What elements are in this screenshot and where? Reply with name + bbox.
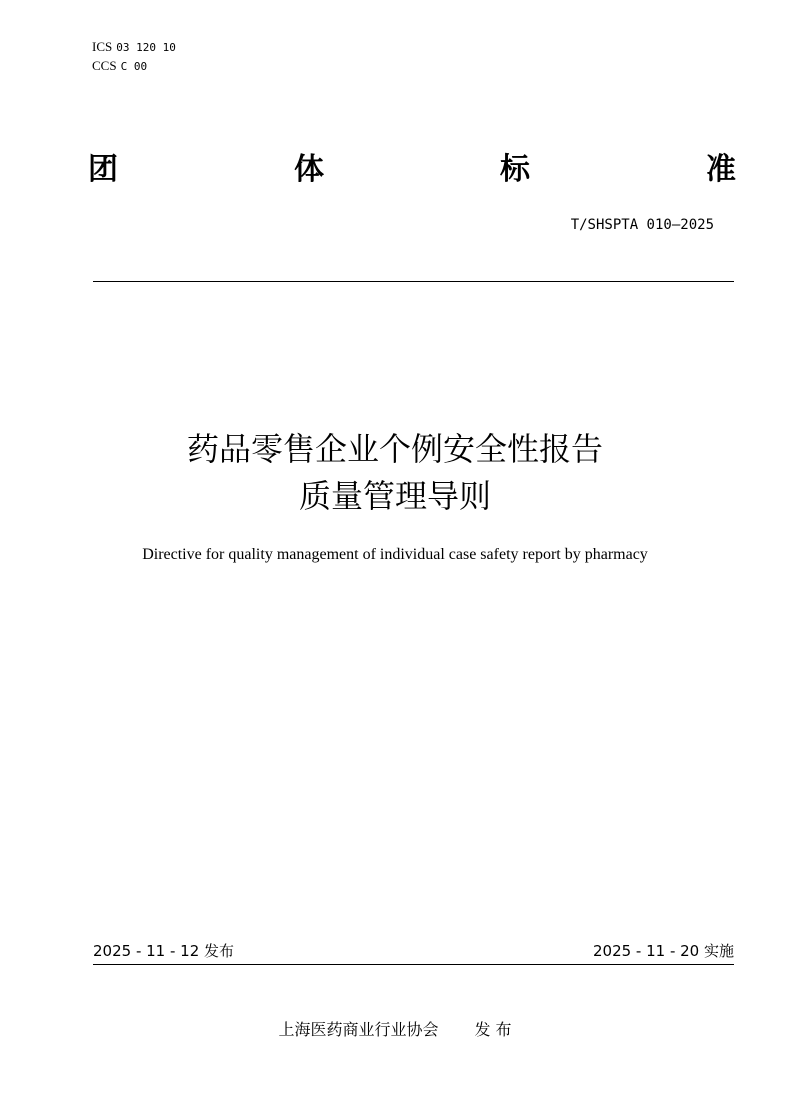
ccs-code: C 00 [120, 60, 148, 73]
publisher-action: 发 布 [474, 1020, 512, 1039]
issue-date: 2025 - 11 - 12 发布 [93, 942, 235, 960]
standard-type-char: 准 [706, 152, 736, 187]
standard-type-heading [88, 148, 736, 192]
ccs-label: CCS [92, 58, 117, 73]
publisher-line [0, 1018, 790, 1042]
standard-type-char: 团 [88, 152, 118, 187]
bottom-divider [93, 964, 734, 965]
document-title-line-2: 质量管理导则 [298, 477, 491, 515]
document-title-line-1: 药品零售企业个例安全性报告 [186, 430, 603, 468]
standard-type-char: 体 [294, 152, 324, 187]
english-title: Directive for quality management of individual case safety report by pharmacy [142, 546, 648, 563]
implementation-date: 2025 - 11 - 20 实施 [592, 942, 734, 960]
top-divider [93, 281, 734, 282]
standard-number: T/SHSPTA 010—2025 [570, 217, 714, 233]
standard-type-char: 标 [500, 152, 530, 187]
ics-label: ICS [92, 39, 113, 54]
ics-code: 03 120 10 [116, 41, 176, 54]
publisher-name: 上海医药商业行业协会 [278, 1020, 439, 1039]
ics-classification [92, 40, 176, 55]
ccs-classification [92, 59, 147, 74]
